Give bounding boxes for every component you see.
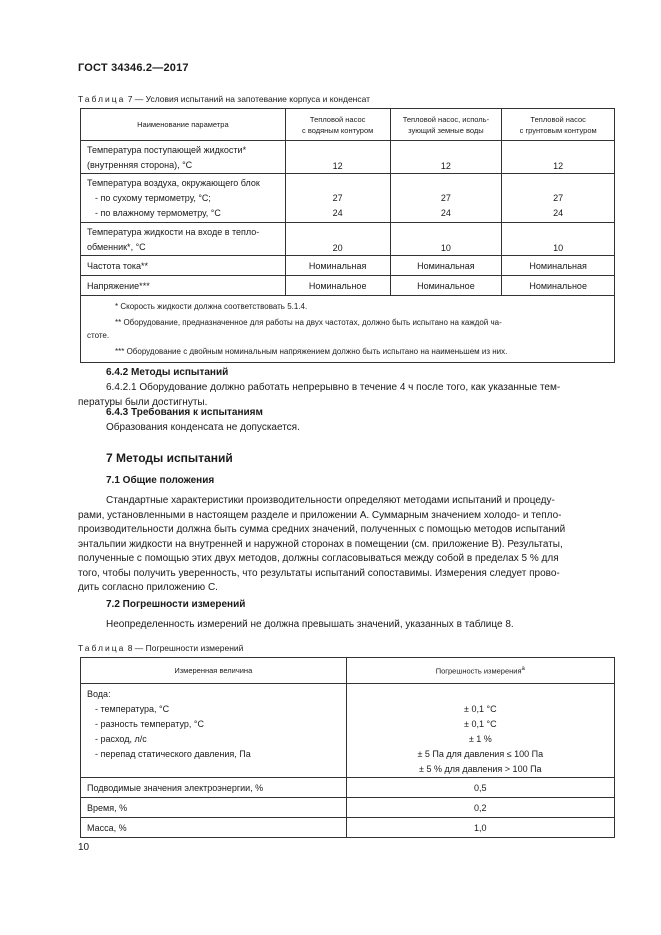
table7-cell: 20	[285, 223, 390, 256]
table7-row-label: Температура жидкости на входе в тепло- обменник*, °С	[81, 223, 286, 256]
table7-cell: 10	[502, 223, 615, 256]
table7-header-row	[81, 109, 615, 141]
section-7-title: 7 Методы испытаний	[106, 451, 233, 465]
table8-col-quantity: Измеренная величина	[81, 658, 347, 684]
table7-cell: 12	[502, 141, 615, 174]
table8-caption-text: 8 — Погрешности измерений	[125, 643, 244, 653]
table-8	[80, 657, 615, 838]
table7-cell: Номинальная	[285, 256, 390, 276]
table8-caption-prefix: Таблица	[78, 643, 126, 653]
table-row	[81, 174, 615, 223]
table7-col-param: Наименование параметра	[81, 109, 286, 141]
section-7-1-text: Стандартные характеристики производительности определяют методами испытаний и процеду- рами, установленными в настоящем разделе и приложении А. Суммарным значением холодо- и тепло- производительности должна быть сумма средних значений, полученных с помощью методов испытаний энтальпии жидкости на внутренней и наружной сторонах в помещении (см. приложение В). Результаты, полученные с помощью этих двух методов, должны согласовываться между собой в пределах 5 % для того, чтобы получить уверенность, что результаты испытаний сопоставимы. Измерения следует прово- дить согласно приложению С.	[78, 495, 566, 593]
section-6-4-3-text: Образования конденсата не допускается.	[106, 422, 300, 433]
table7-cell: Номинальная	[502, 256, 615, 276]
table7-caption-text: 7 — Условия испытаний на запотевание корпуса и конденсат	[125, 94, 371, 104]
table7-cell: 10	[390, 223, 502, 256]
document-header: ГОСТ 34346.2—2017	[78, 62, 189, 74]
section-7-2-title: 7.2 Погрешности измерений	[106, 599, 246, 610]
table7-row-label: Частота тока**	[81, 256, 286, 276]
table-row	[81, 223, 615, 256]
section-7-1-title: 7.1 Общие положения	[106, 475, 215, 486]
table8-footnote-mark: а	[521, 666, 525, 673]
table-row	[81, 798, 615, 818]
table7-row-label: Температура воздуха, окружающего блок - по сухому термометру, °С; - по влажному термометру, °С	[81, 174, 286, 223]
table-7	[80, 108, 615, 363]
table-row	[81, 818, 615, 838]
table7-cell: 27 24	[390, 174, 502, 223]
section-7-2-text: Неопределенность измерений не должна превышать значений, указанных в таблице 8.	[106, 619, 514, 630]
table7-note: *** Оборудование с двойным номинальным напряжением должно быть испытано на наименьшем из них.	[115, 347, 508, 356]
table7-caption-prefix: Таблица	[78, 94, 126, 104]
table7-row-label: Напряжение***	[81, 276, 286, 296]
table8-cell: 0,2	[346, 798, 614, 818]
table7-col-groundwater: Тепловой насос, исполь- зующий земные воды	[390, 109, 502, 141]
table7-caption	[78, 94, 370, 104]
table7-cell: Номинальное	[390, 276, 502, 296]
table7-col-water: Тепловой насос с водяным контуром	[285, 109, 390, 141]
table8-cell: 0,5	[346, 778, 614, 798]
table8-row-label: Подводимые значения электроэнергии, %	[81, 778, 347, 798]
table7-notes	[81, 296, 615, 363]
table7-cell: 27 24	[285, 174, 390, 223]
table7-note: * Скорость жидкости должна соответствовать 5.1.4.	[115, 302, 308, 311]
table8-row-label: Масса, %	[81, 818, 347, 838]
section-6-4-3-title: 6.4.3 Требования к испытаниям	[106, 407, 263, 418]
section-6-4-2-title: 6.4.2 Методы испытаний	[106, 367, 229, 378]
table8-cell: 1,0	[346, 818, 614, 838]
table7-note: ** Оборудование, предназначенное для работы на двух частотах, должно быть испытано на каждой ча-	[115, 318, 502, 327]
table7-cell: Номинальное	[285, 276, 390, 296]
table8-water-label: Вода: - температура, °С - разность температур, °С - расход, л/с - перепад статического давления, Па	[81, 684, 347, 778]
table-row	[81, 141, 615, 174]
section-6-4-2-text: 6.4.2.1 Оборудование должно работать непрерывно в течение 4 ч после того, как указанные тем- пературы были достигнуты.	[78, 382, 561, 408]
table-row	[81, 684, 615, 778]
table7-row-label: Температура поступающей жидкости* (внутренняя сторона), °С	[81, 141, 286, 174]
table7-cell: Номинальная	[390, 256, 502, 276]
page-number: 10	[78, 842, 90, 853]
table8-water-values: ± 0,1 °С ± 0,1 °С ± 1 % ± 5 Па для давления ≤ 100 Па ± 5 % для давления > 100 Па	[346, 684, 614, 778]
table7-cell: Номинальное	[502, 276, 615, 296]
table8-row-label: Время, %	[81, 798, 347, 818]
table7-cell: 27 24	[502, 174, 615, 223]
table7-col-ground: Тепловой насос с грунтовым контуром	[502, 109, 615, 141]
table-row	[81, 276, 615, 296]
table8-header-row	[81, 658, 615, 684]
table7-note: стоте.	[87, 331, 110, 340]
table8-col-error: Погрешность измерения$^а$	[346, 658, 614, 684]
table7-cell: 12	[285, 141, 390, 174]
table-row	[81, 778, 615, 798]
table-row	[81, 256, 615, 276]
table7-notes-row	[81, 296, 615, 363]
table8-caption	[78, 643, 243, 653]
table7-cell: 12	[390, 141, 502, 174]
